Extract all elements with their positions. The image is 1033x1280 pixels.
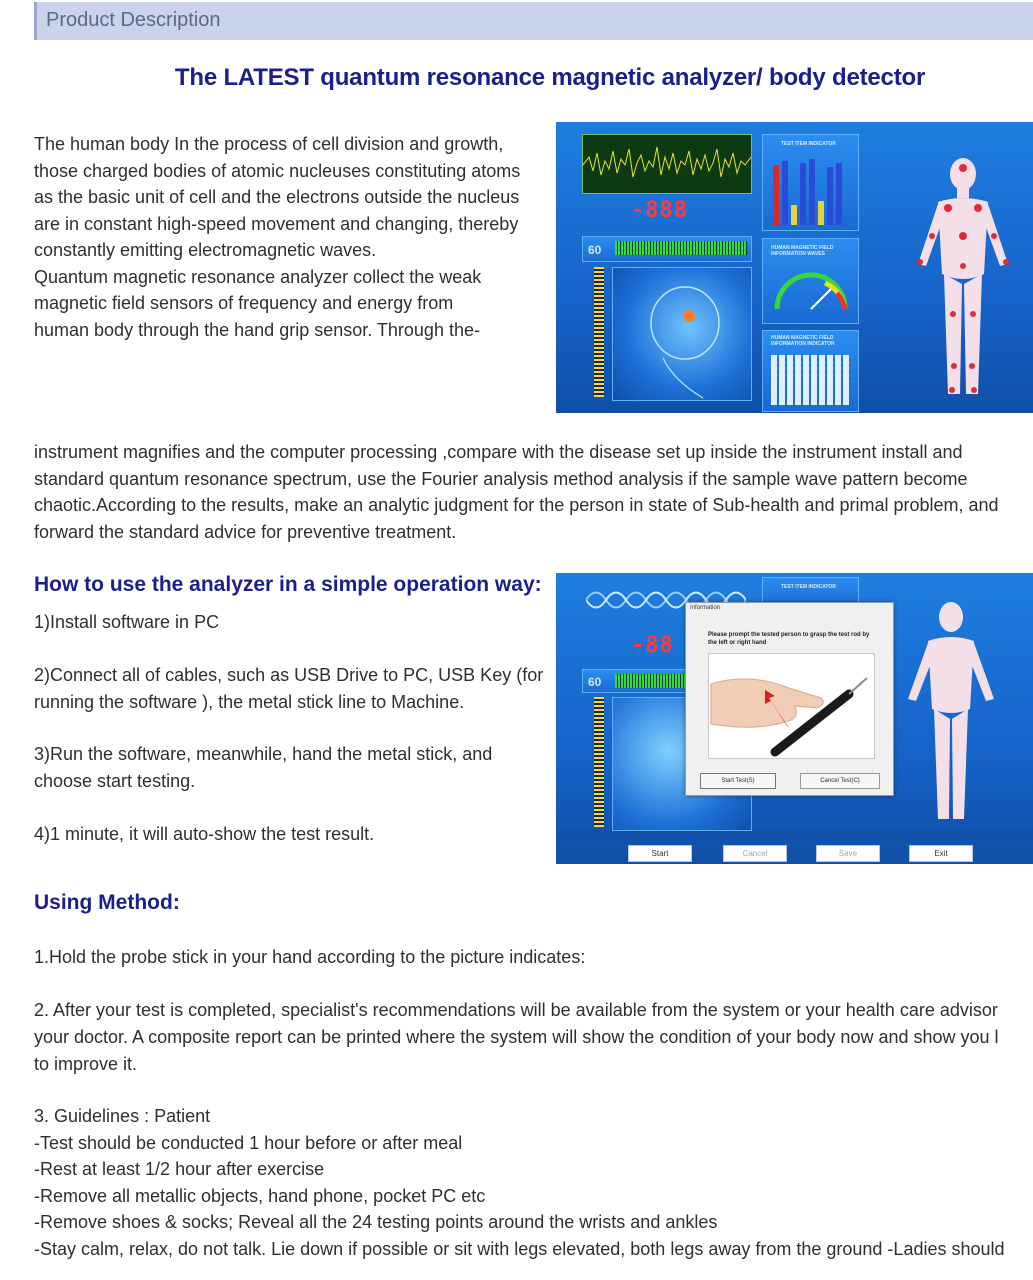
indicator-grid	[771, 355, 851, 405]
guideline-line: -Remove all metallic objects, hand phone, pocket PC etc	[34, 1185, 486, 1206]
test-item-indicator	[762, 134, 859, 231]
digital-readout: -88	[631, 633, 674, 658]
howto-step-4: 4)1 minute, it will auto-show the test result.	[34, 824, 375, 844]
info-wave-gauge	[762, 238, 859, 324]
step-line: 3)Run the software, meanwhile, hand the metal stick, and	[34, 744, 493, 764]
start-test-button[interactable]: Start Test(S)	[700, 773, 776, 789]
method-line: your doctor. A composite report can be printed where the system will show the condition of your body now and show you l	[34, 1027, 999, 1047]
paragraph-line: standard quantum resonance spectrum, use the Fourier analysis method analysis if the sample wave pattern become	[34, 468, 968, 489]
info-wave-label: HUMAN MAGNETIC FIELD INFORMATION WAVES	[771, 245, 834, 257]
howto-step-1: 1)Install software in PC	[34, 612, 220, 632]
indicator-bars	[773, 155, 853, 225]
dialog-message: Please prompt the tested person to grasp the test rod by the left or right hand	[708, 632, 870, 646]
waveform-panel	[582, 134, 752, 194]
howto-step-2	[34, 662, 543, 716]
cancel-button[interactable]: Cancel	[723, 845, 787, 862]
intro-line: are in constant high-speed movement and changing, thereby	[34, 213, 519, 234]
guideline-line: -Remove shoes & socks; Reveal all the 24 testing points around the wrists and ankles	[34, 1212, 718, 1232]
test-item-label: TEST ITEM INDICATOR	[781, 141, 836, 147]
page-title: The LATEST quantum resonance magnetic analyzer/ body detector	[174, 64, 926, 91]
guideline-line: -Stay calm, relax, do not talk. Lie down if possible or sit with legs elevated, both legs away from the ground -Ladies should	[34, 1238, 1005, 1259]
waveform-graphic	[583, 135, 751, 193]
guideline-line: -Rest at least 1/2 hour after exercise	[34, 1159, 325, 1179]
howto-heading: How to use the analyzer in a simple operation way:	[34, 573, 542, 596]
section-header	[34, 2, 1033, 40]
intro-line: Quantum magnetic resonance analyzer collect the weak	[34, 266, 482, 287]
exit-button[interactable]: Exit	[909, 845, 973, 862]
hand-probe-icon	[709, 654, 874, 758]
guideline-line: 3. Guidelines : Patient	[34, 1106, 211, 1126]
body-figure-icon	[908, 154, 1018, 409]
digital-readout: -888	[631, 198, 688, 223]
intro-line: those charged bodies of atomic nucleuses constituting atoms	[34, 160, 521, 181]
howto-step-3	[34, 741, 492, 795]
paragraph-line: instrument magnifies and the computer processing ,compare with the disease set up inside the instrument install and	[34, 442, 963, 462]
continued-paragraph	[34, 439, 999, 545]
method-item-2	[34, 997, 999, 1078]
level-bar	[615, 241, 747, 255]
vertical-level-bar	[594, 697, 604, 827]
intro-line: human body through the hand grip sensor. Through the-	[34, 319, 480, 340]
analyzer-screen-image	[556, 122, 1033, 413]
counter-label: 60	[588, 243, 602, 257]
cancel-test-button[interactable]: Cancel Test(C)	[800, 773, 880, 789]
intro-line: as the basic unit of cell and the electrons outside the nucleus	[34, 187, 520, 207]
intro-line: The human body In the process of cell division and growth,	[34, 134, 504, 154]
test-item-label: TEST ITEM INDICATOR	[781, 584, 836, 590]
toolbar-divider	[556, 831, 1033, 839]
information-dialog	[685, 602, 894, 796]
intro-line: constantly emitting electromagnetic waves.	[34, 240, 377, 260]
section-header-label: Product Description	[46, 9, 221, 31]
paragraph-line: forward the standard advice for preventive treatment.	[34, 521, 457, 542]
info-indicator-grid	[762, 330, 859, 412]
step-line: choose start testing.	[34, 771, 196, 791]
method-item-1: 1.Hold the probe stick in your hand according to the picture indicates:	[34, 947, 586, 967]
counter-label: 60	[588, 675, 602, 689]
start-button[interactable]: Start	[628, 845, 692, 862]
intro-line: magnetic field sensors of frequency and energy from	[34, 293, 454, 313]
method-line: 2. After your test is completed, specialist's recommendations will be available from the system or your health care advisor	[34, 1000, 998, 1020]
method-item-3	[34, 1103, 1005, 1262]
guideline-line: -Test should be conducted 1 hour before or after meal	[34, 1132, 463, 1153]
dialog-title: Information	[690, 605, 721, 611]
method-line: to improve it.	[34, 1054, 138, 1074]
save-button[interactable]: Save	[816, 845, 880, 862]
head-brain-icon	[613, 268, 751, 400]
step-line: running the software ), the metal stick line to Machine.	[34, 692, 465, 712]
signal-strip	[582, 236, 752, 262]
paragraph-line: chaotic.According to the results, make an analytic judgment for the person in state of Sub-health and primal problem, and	[34, 495, 999, 515]
hand-probe-illustration	[708, 653, 875, 759]
using-method-heading: Using Method:	[34, 891, 180, 914]
step-line: 2)Connect all of cables, such as USB Drive to PC, USB Key (for	[34, 665, 544, 685]
vertical-level-bar	[594, 267, 604, 397]
brain-scan-panel	[612, 267, 752, 401]
info-indicator-label: HUMAN MAGNETIC FIELD INFORMATION INDICATOR	[771, 335, 835, 347]
body-figure-icon	[896, 599, 1006, 829]
intro-paragraph	[34, 131, 520, 343]
